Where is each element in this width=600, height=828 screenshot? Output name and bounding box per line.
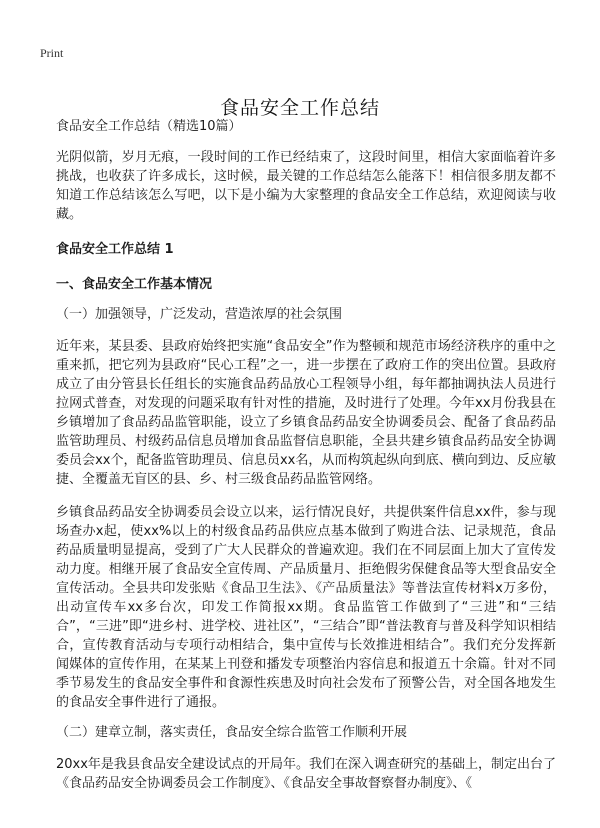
subsection-heading-regulations: （二）建章立制，落实责任，食品安全综合监管工作顺利开展 (56, 725, 408, 740)
document-body (56, 118, 556, 793)
subsection-heading-leadership: （一）加强领导，广泛发动，营造浓厚的社会氛围 (56, 307, 343, 322)
body-paragraph-3: 20xx年是我县食品安全建设试点的开局年。我们在深入调查研究的基础上，制定出台了《食品药品安全协调委员会工作制度》、《食品安全事故督察督办制度》、《 (56, 757, 556, 791)
print-label[interactable]: Print (40, 46, 64, 60)
document-subtitle: 食品安全工作总结（精选10篇） (56, 119, 242, 134)
article-heading: 食品安全工作总结 1 (56, 242, 174, 257)
body-paragraph-1: 近年来，某县委、县政府始终把实施“食品安全”作为整顿和规范市场经济秩序的重中之重来抓，把它列为县政府“民心工程”之一，进一步摆在了政府工作的突出位置。县政府成立了由分管县长任组长的实施食品药品放心工程领导小组，每年都抽调执法人员进行拉网式普查，对发现的问题采取有针对性的措施，及时进行了处理。今年xx月份我县在乡镇增加了食品药品监管职能，设立了乡镇食品药品安全协调委员会、配备了食品药品监管助理员、村级药品信息员增加食品监督信息职能，全县共建乡镇食品药品安全协调委员会xx个，配备监管助理员、信息员xx名，从而构筑起纵向到底、横向到边、反应敏捷、全覆盖无盲区的县、乡、村三级食品药品监管网络。 (56, 339, 556, 487)
section-heading-basic-situation: 一、食品安全工作基本情况 (56, 277, 213, 292)
body-paragraph-2: 乡镇食品药品安全协调委员会设立以来，运行情况良好，共提供案件信息xx件，参与现场查办x起，使xx%以上的村级食品药品供应点基本做到了购进合法、记录规范，食品药品质量明显提高，受到了广大人民群众的普遍欢迎。我们在不同层面上加大了宣传发动力度。相继开展了食品安全宣传周、产品质量月、拒绝假劣保健食品等大型食品安全宣传活动。全县共印发张贴《食品卫生法》、《产品质量法》等普法宣传材料x万多份，出动宣传车xx多台次，印发工作简报xx期。食品监管工作做到了“三进”和“三结合”，“三进”即“进乡村、进学校、进社区”，“三结合”即“普法教育与普及科学知识相结合，宣传教育活动与专项行动相结合，集中宣传与长效推进相结合”。我们充分发挥新闻媒体的宣传作用，在某某上刊登和播发专项整治内容信息和报道五十余篇。针对不同季节易发生的食品安全事件和食源性疾患及时向社会发布了预警公告，对全国各地发生的食品安全事件进行了通报。 (56, 505, 556, 710)
document-title: 食品安全工作总结 (219, 96, 380, 119)
intro-paragraph: 光阴似箭，岁月无痕，一段时间的工作已经结束了，这段时间里，相信大家面临着许多挑战，也收获了许多成长，这时候，最关键的工作总结怎么能落下！相信很多朋友都不知道工作总结该怎么写吧，以下是小编为大家整理的食品安全工作总结，欢迎阅读与收藏。 (56, 150, 556, 222)
